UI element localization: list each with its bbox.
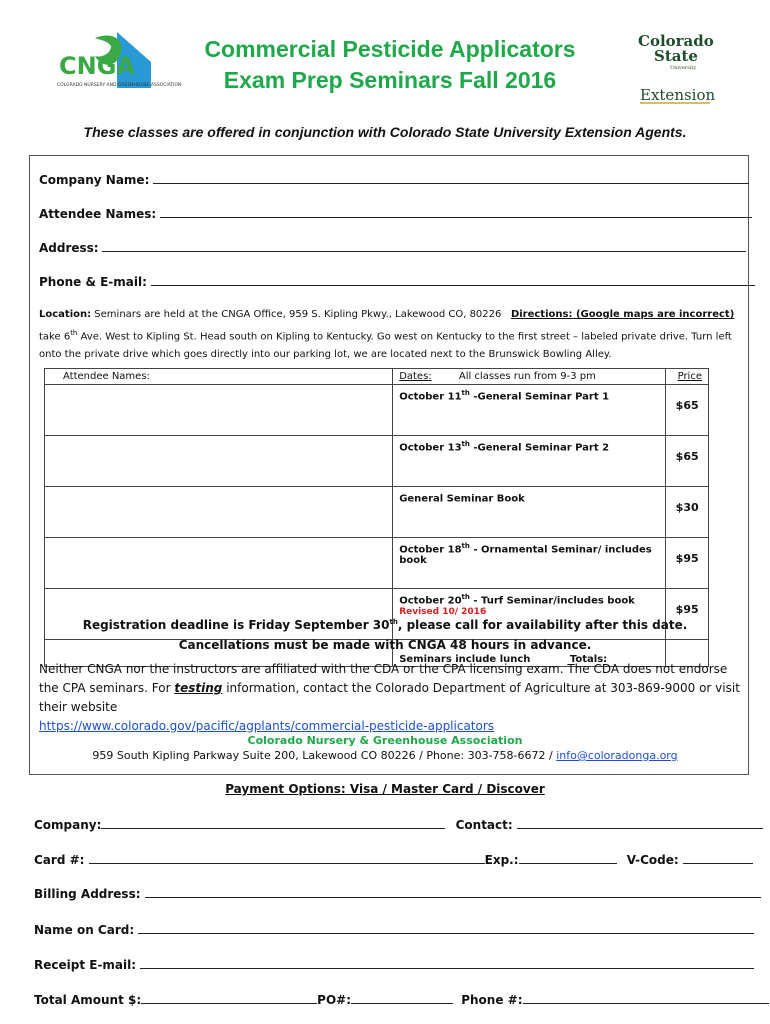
csu-logo-state: State xyxy=(654,47,698,65)
receipt-email-row xyxy=(34,957,754,972)
disclaimer xyxy=(39,660,744,736)
seminar-price: $65 xyxy=(666,385,709,436)
org-name: Colorado Nursery & Greenhouse Association xyxy=(247,734,523,747)
payment-options-title: Payment Options: Visa / Master Card / Discover xyxy=(225,782,545,796)
disclaimer-text-2: information, contact the Colorado Department of Agriculture at 303-869-9000 or visit their website xyxy=(39,681,740,714)
seminar-date-cell: October 13th -General Seminar Part 2 xyxy=(393,436,666,487)
directions-text: Ave. West to Kipling St. Head south on Kipling to Kentucky. Go west on Kentucky to the first street – labeled private drive. Turn left onto the private drive which goes directly into our parking lot, we are located next to the Brunswick Bowling Alley. xyxy=(39,331,732,361)
payment-company-row xyxy=(34,817,763,832)
seminar-date-cell: October 11th -General Seminar Part 1 xyxy=(393,385,666,436)
attendee-names-field[interactable] xyxy=(39,206,752,221)
seminar-date-cell: General Seminar Book xyxy=(393,487,666,538)
billing-address-row xyxy=(34,886,761,901)
po-line[interactable] xyxy=(351,992,453,1004)
total-amount-line[interactable] xyxy=(141,992,317,1004)
phone-email-field[interactable] xyxy=(39,274,755,289)
testing-emphasis: testing xyxy=(174,681,223,695)
receipt-email-label: Receipt E-mail: xyxy=(34,958,137,972)
attendee-cell[interactable] xyxy=(45,538,393,589)
receipt-email-line[interactable] xyxy=(140,957,754,969)
address-line[interactable] xyxy=(102,240,746,252)
col-dates-header xyxy=(393,369,666,385)
disclaimer-text-1: Neither CNGA nor the instructors are affiliated with the CDA or the CPA licensing exam. The CDA does not endorse the CPA seminars. For xyxy=(39,662,728,695)
directions-text-start: take 6 xyxy=(39,331,71,343)
table-header-row xyxy=(45,369,709,385)
payment-company-line[interactable] xyxy=(101,817,445,829)
attendee-names-label: Attendee Names: xyxy=(39,207,157,221)
page-title xyxy=(170,34,610,96)
card-number-label: Card #: xyxy=(34,853,85,867)
cnga-logo-text: CNGA xyxy=(59,52,135,80)
exp-line[interactable] xyxy=(519,852,617,864)
seminar-date-cell: October 18th - Ornamental Seminar/ includes book xyxy=(393,538,666,589)
name-on-card-label: Name on Card: xyxy=(34,923,135,937)
directions-label: Directions: (Google maps are incorrect) xyxy=(510,309,735,320)
org-address-text: 959 South Kipling Parkway Suite 200, Lakewood CO 80226 / Phone: 303-758-6672 / xyxy=(92,749,557,762)
attendee-cell[interactable] xyxy=(45,436,393,487)
col-attendee-header: Attendee Names: xyxy=(45,369,393,385)
vcode-label: V-Code: xyxy=(626,853,679,867)
table-row xyxy=(45,436,709,487)
col-dates-note: All classes run from 9-3 pm xyxy=(458,371,596,382)
seminar-price: $65 xyxy=(666,436,709,487)
table-row xyxy=(45,385,709,436)
org-email-link[interactable]: info@coloradonga.org xyxy=(556,749,678,762)
exp-label: Exp.: xyxy=(484,853,519,867)
csu-logo-extension: Extension xyxy=(640,86,716,104)
po-label: PO#: xyxy=(317,993,352,1007)
location-label: Location: xyxy=(39,309,92,320)
phone-email-label: Phone & E-mail: xyxy=(39,275,147,289)
cda-website-link[interactable]: https://www.colorado.gov/pacific/agplants/commercial-pesticide-applicators xyxy=(39,719,495,733)
col-dates-label: Dates: xyxy=(399,371,432,382)
lunch-note: Seminars include lunch xyxy=(399,654,531,665)
seminar-price: $95 xyxy=(666,589,709,640)
payment-contact-label: Contact: xyxy=(455,818,513,832)
col-price-header: Price xyxy=(666,369,709,385)
directions-sup: th xyxy=(70,329,78,337)
attendee-cell[interactable] xyxy=(45,487,393,538)
csu-logo-colorado: Colorado xyxy=(638,32,714,50)
total-row xyxy=(34,992,769,1007)
seminar-price: $30 xyxy=(666,487,709,538)
billing-address-label: Billing Address: xyxy=(34,887,141,901)
title-line-1: Commercial Pesticide Applicators xyxy=(204,36,576,62)
location-text: Seminars are held at the CNGA Office, 959 S. Kipling Pkwy., Lakewood CO, 80226 xyxy=(91,309,502,320)
payment-card-row xyxy=(34,852,753,867)
deadline-line-1: Registration deadline is Friday September 30th, please call for availability after this date. xyxy=(82,618,688,632)
revised-note: Revised 10/ 2016 xyxy=(399,607,487,618)
attendee-cell[interactable] xyxy=(45,385,393,436)
address-label: Address: xyxy=(39,241,99,255)
name-on-card-line[interactable] xyxy=(138,922,754,934)
table-row xyxy=(45,487,709,538)
location-info xyxy=(39,306,739,364)
billing-address-line[interactable] xyxy=(145,886,761,898)
seminar-price: $95 xyxy=(666,538,709,589)
company-name-line[interactable] xyxy=(153,172,749,184)
name-on-card-row xyxy=(34,922,754,937)
payment-contact-line[interactable] xyxy=(517,817,763,829)
address-field[interactable] xyxy=(39,240,746,255)
phone-line[interactable] xyxy=(523,992,769,1004)
deadline-notice xyxy=(0,612,770,655)
payment-company-label: Company: xyxy=(34,818,102,832)
company-name-label: Company Name: xyxy=(39,173,150,187)
table-row xyxy=(45,538,709,589)
vcode-line[interactable] xyxy=(683,852,753,864)
company-name-field[interactable] xyxy=(39,172,749,187)
phone-label: Phone #: xyxy=(461,993,523,1007)
phone-email-line[interactable] xyxy=(151,274,755,286)
org-address xyxy=(0,749,770,762)
cnga-logo-subtext: COLORADO NURSERY AND GREENHOUSE ASSOCIATION xyxy=(57,83,182,88)
intro-text: These classes are offered in conjunction with Colorado State University Extension Agents. xyxy=(83,124,687,140)
totals-label: Totals: xyxy=(569,654,608,665)
csu-extension-logo xyxy=(630,30,720,110)
cnga-logo xyxy=(55,28,182,100)
card-number-line[interactable] xyxy=(89,852,485,864)
attendee-names-line[interactable] xyxy=(160,206,752,218)
csu-logo-university: University xyxy=(670,65,697,71)
total-amount-label: Total Amount $: xyxy=(34,993,142,1007)
cancellation-line: Cancellations must be made with CNGA 48 hours in advance. xyxy=(178,638,592,652)
title-line-2: Exam Prep Seminars Fall 2016 xyxy=(223,67,557,93)
seminar-date-cell: October 20th - Turf Seminar/includes book Revised 10/ 2016 xyxy=(393,589,666,640)
